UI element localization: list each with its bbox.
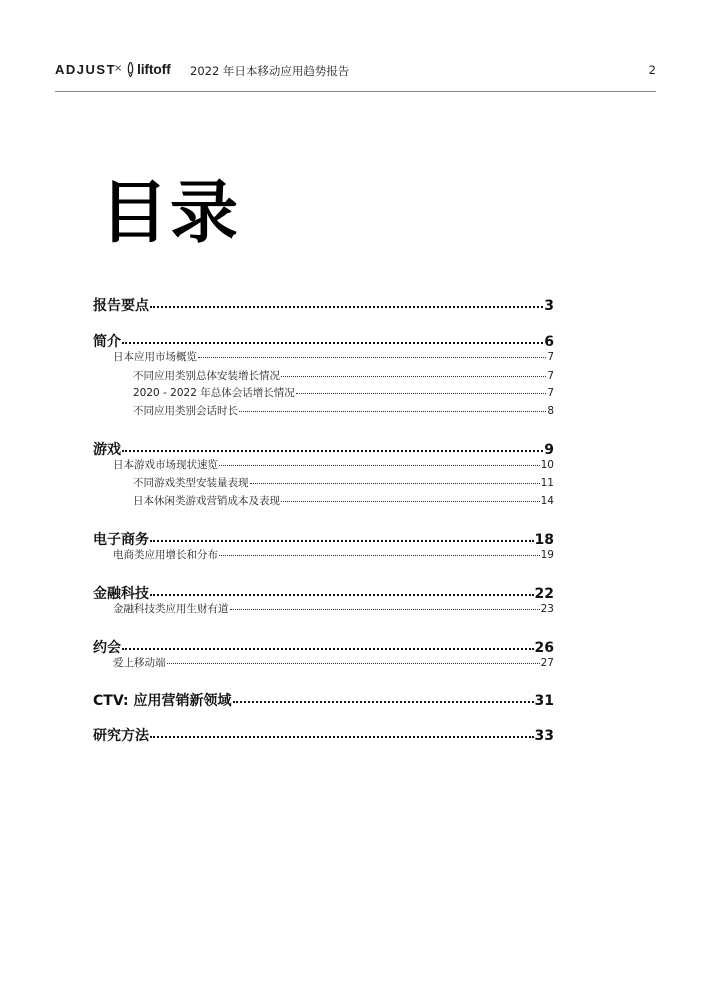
dot-leader (122, 450, 543, 452)
toc-entry-title: 不同游戏类型安装量表现 (133, 477, 249, 489)
toc-entry[interactable] (113, 655, 554, 670)
rocket-icon (126, 62, 135, 77)
toc-heading: 目录 (100, 174, 241, 253)
dot-leader (122, 648, 534, 650)
toc-entry[interactable] (133, 403, 554, 418)
dot-leader (122, 342, 543, 344)
dot-leader (281, 376, 546, 377)
report-title: 2022 年日本移动应用趋势报告 (190, 64, 350, 78)
dot-leader (198, 357, 546, 358)
toc-entry-page: 11 (540, 477, 554, 489)
toc-entry[interactable] (133, 493, 554, 508)
toc-entry[interactable] (93, 295, 554, 315)
toc-entry-title: 电商类应用增长和分布 (113, 549, 218, 561)
toc-entry[interactable] (93, 725, 554, 745)
toc-entry-title: CTV: 应用营销新领域 (93, 693, 232, 709)
toc-entry-page: 31 (534, 693, 554, 709)
toc-entry[interactable] (93, 690, 554, 710)
toc-entry-title: 电子商务 (93, 532, 149, 548)
header-divider (55, 91, 656, 92)
toc-entry-page: 7 (547, 387, 554, 399)
toc-entry[interactable] (113, 457, 554, 472)
toc-entry[interactable] (113, 601, 554, 616)
dot-leader (296, 393, 547, 394)
toc-entry-title: 报告要点 (93, 298, 149, 314)
toc-entry[interactable] (133, 385, 554, 400)
dot-leader (281, 501, 540, 502)
toc-entry-title: 不同应用类别会话时长 (133, 405, 238, 417)
dot-leader (219, 555, 540, 556)
toc-entry[interactable] (93, 583, 554, 603)
liftoff-logo (126, 60, 171, 78)
toc-entry-title: 日本休闲类游戏营销成本及表现 (133, 495, 280, 507)
toc-entry[interactable] (133, 475, 554, 490)
dot-leader (150, 736, 534, 738)
toc-entry-title: 日本游戏市场现状速览 (113, 459, 218, 471)
toc-entry-title: 不同应用类别总体安装增长情况 (133, 370, 280, 382)
adjust-logo: ADJUST (55, 62, 117, 77)
toc-entry-page: 7 (547, 370, 554, 382)
toc-entry-page: 23 (540, 603, 554, 615)
toc-entry-page: 18 (534, 532, 554, 548)
toc-entry-title: 日本应用市场概览 (113, 351, 197, 363)
toc-entry-page: 8 (547, 405, 554, 417)
page-header (55, 60, 656, 80)
dot-leader (233, 701, 534, 703)
dot-leader (150, 306, 543, 308)
toc-entry-page: 7 (547, 351, 554, 363)
dot-leader (150, 594, 534, 596)
toc-entry-page: 22 (534, 586, 554, 602)
toc-entry-page: 3 (544, 298, 554, 314)
dot-leader (219, 465, 540, 466)
toc-entry-title: 2020 - 2022 年总体会话增长情况 (133, 387, 295, 399)
dot-leader (230, 609, 540, 610)
toc-entry-page: 33 (534, 728, 554, 744)
liftoff-wordmark: liftoff (137, 61, 171, 77)
toc-entry-title: 简介 (93, 334, 121, 350)
logo-separator: × (114, 63, 123, 74)
toc-entry-page: 19 (540, 549, 554, 561)
toc-entry-title: 游戏 (93, 442, 121, 458)
toc-entry[interactable] (93, 331, 554, 351)
toc-entry-title: 金融科技类应用生财有道 (113, 603, 229, 615)
toc-entry[interactable] (113, 547, 554, 562)
toc-entry-page: 26 (534, 640, 554, 656)
toc-entry[interactable] (93, 637, 554, 657)
toc-entry-page: 10 (540, 459, 554, 471)
toc-entry-title: 爱上移动端 (113, 657, 166, 669)
dot-leader (167, 663, 540, 664)
page-number: 2 (648, 63, 656, 77)
toc-entry-page: 27 (540, 657, 554, 669)
dot-leader (250, 483, 540, 484)
toc-entry-title: 金融科技 (93, 586, 149, 602)
toc-entry[interactable] (113, 349, 554, 364)
toc-entry-page: 9 (544, 442, 554, 458)
toc-entry-page: 14 (540, 495, 554, 507)
toc-entry[interactable] (93, 439, 554, 459)
toc-entry-title: 约会 (93, 640, 121, 656)
toc-entry[interactable] (133, 368, 554, 383)
toc-entry-title: 研究方法 (93, 728, 149, 744)
dot-leader (150, 540, 534, 542)
toc-entry[interactable] (93, 529, 554, 549)
dot-leader (239, 411, 546, 412)
toc-entry-page: 6 (544, 334, 554, 350)
